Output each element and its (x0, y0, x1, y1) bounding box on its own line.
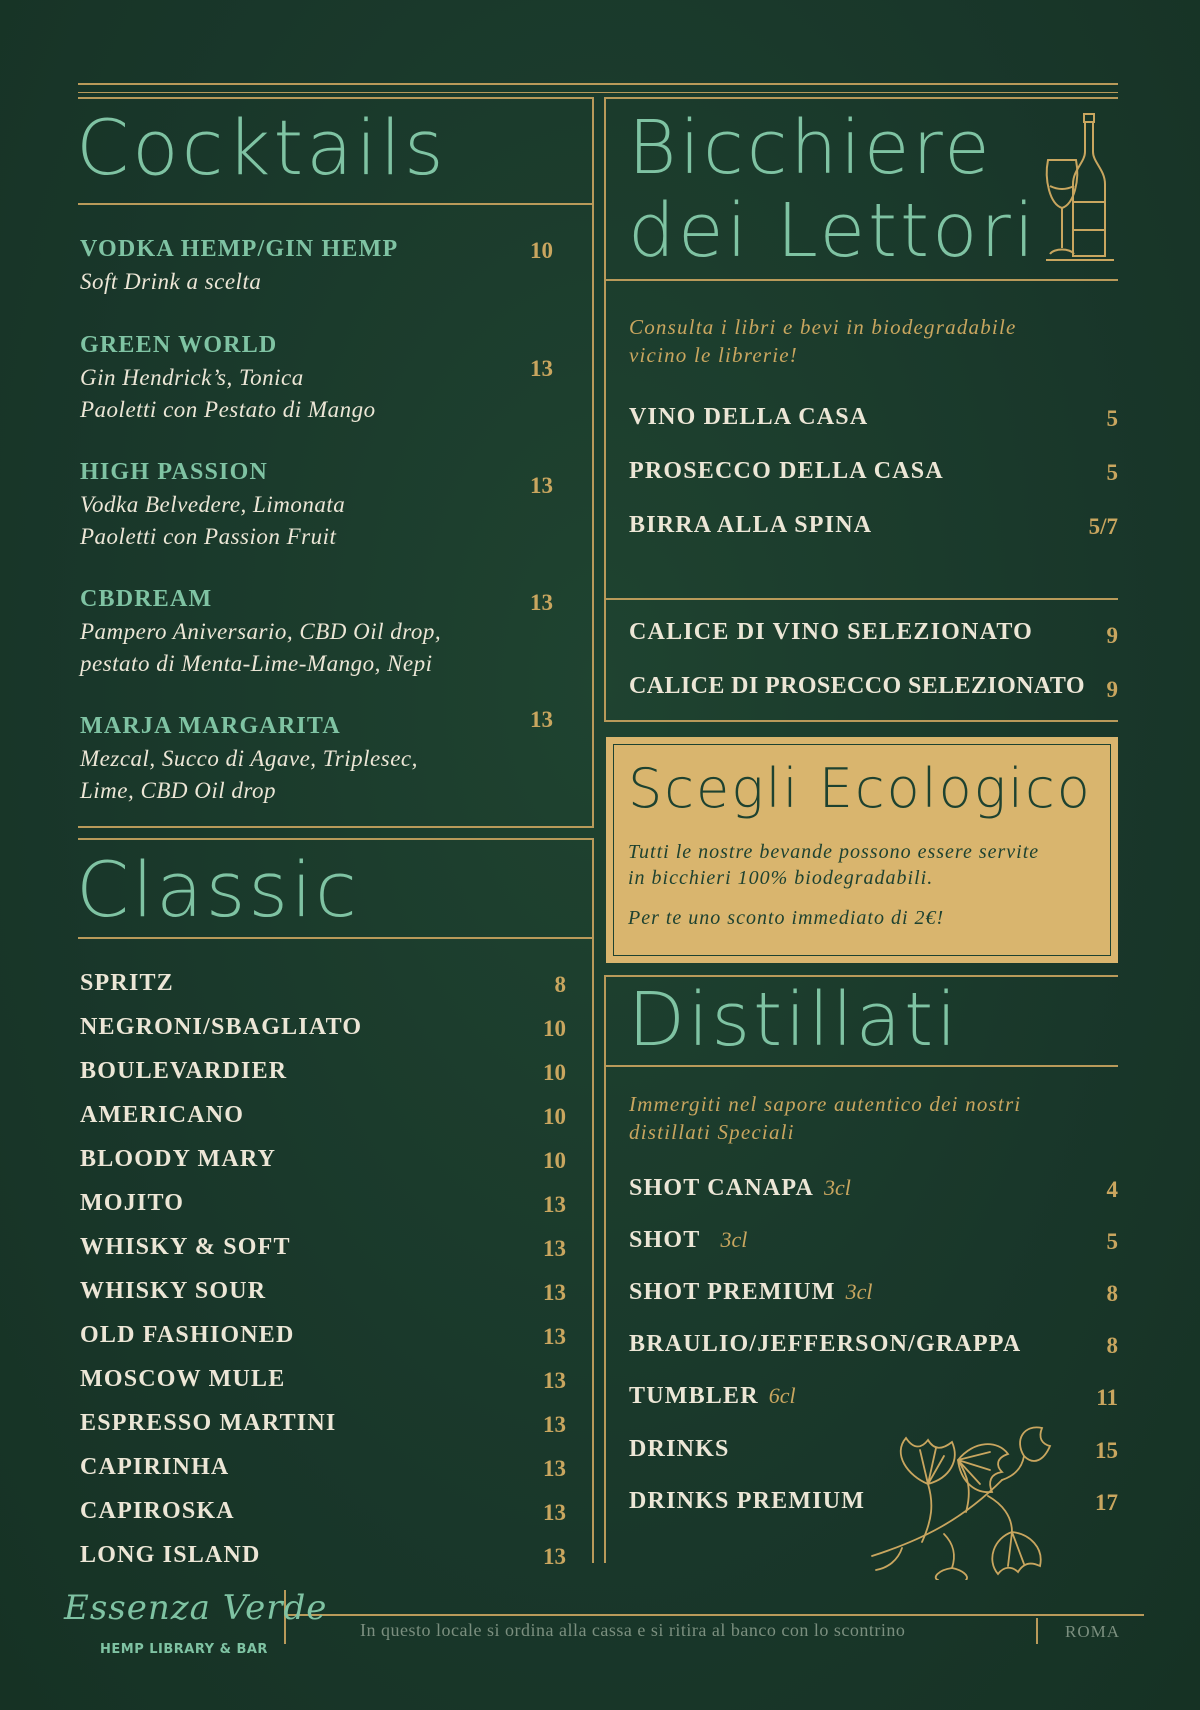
cocktail-desc: Lime, CBD Oil drop (80, 778, 276, 803)
classic-item-price: 13 (543, 1324, 566, 1349)
cocktail-desc: Paoletti con Passion Fruit (80, 524, 337, 549)
left-column-divider-lower (592, 838, 594, 1563)
logo-name: Essenza Verde (64, 1588, 328, 1628)
cocktail-price: 13 (530, 356, 553, 381)
classic-title-rule (78, 937, 592, 939)
footer-city-divider (1036, 1618, 1038, 1644)
top-rule-outer (78, 83, 1118, 85)
classic-item-name: WHISKY SOUR (80, 1278, 267, 1304)
bicchiere-item-price: 5 (1106, 406, 1118, 431)
cocktail-name: VODKA HEMP/GIN HEMP (80, 236, 399, 262)
bicchiere-item-name: PROSECCO DELLA CASA (629, 458, 944, 484)
cocktail-name: HIGH PASSION (80, 459, 268, 485)
bicchiere-note: Consulta i libri e bevi in biodegradabile (629, 315, 1017, 339)
bicchiere-mid-rule (604, 598, 1118, 600)
distillati-item-volume: 3cl (720, 1227, 748, 1252)
cocktail-price: 13 (530, 707, 553, 732)
classic-item-price: 13 (543, 1456, 566, 1481)
cocktails-bottom-rule (78, 826, 592, 828)
cocktail-desc: Gin Hendrick’s, Tonica (80, 365, 304, 390)
footer-city: ROMA (1065, 1622, 1121, 1641)
cocktail-name: CBDREAM (80, 586, 213, 612)
classic-item-price: 10 (543, 1060, 566, 1085)
cocktail-desc: Soft Drink a scelta (80, 269, 262, 294)
eco-text: in bicchieri 100% biodegradabili. (628, 867, 934, 889)
bicchiere-title-rule (604, 279, 1118, 281)
distillati-item-price: 11 (1096, 1385, 1118, 1410)
classic-item-price: 13 (543, 1236, 566, 1261)
eco-box (606, 737, 1118, 963)
distillati-item-label: BRAULIO/JEFFERSON/GRAPPA (629, 1331, 1022, 1357)
distillati-item-name (629, 1175, 851, 1202)
classic-item-name: CAPIRINHA (80, 1454, 230, 1480)
bicchiere-selected-name: CALICE DI PROSECCO SELEZIONATO (629, 673, 1085, 699)
cocktail-price: 10 (530, 238, 553, 263)
cocktail-desc: pestato di Menta-Lime-Mango, Nepi (80, 651, 433, 676)
distillati-item-volume: 3cl (824, 1175, 851, 1200)
cocktail-price: 13 (530, 590, 553, 615)
bicchiere-title-line1: Bicchiere (628, 105, 993, 191)
distillati-item-volume: 6cl (768, 1383, 796, 1408)
distillati-item-price: 5 (1106, 1229, 1118, 1254)
classic-item-name: CAPIROSKA (80, 1498, 235, 1524)
footer-rule (286, 1614, 1144, 1616)
bicchiere-top-rule (604, 97, 1118, 99)
bicchiere-selected-price: 9 (1106, 623, 1118, 648)
distillati-item-name (629, 1279, 873, 1306)
cocktail-name: MARJA MARGARITA (80, 713, 341, 739)
classic-item-price: 13 (543, 1412, 566, 1437)
right-column-divider (604, 97, 606, 721)
distillati-item-price: 8 (1106, 1333, 1118, 1358)
distillati-note: Immergiti nel sapore autentico dei nostri (629, 1092, 1022, 1116)
eco-discount: Per te uno sconto immediato di 2€! (628, 907, 945, 929)
distillati-item-price: 8 (1106, 1281, 1118, 1306)
distillati-item-label: DRINKS (629, 1436, 730, 1462)
classic-item-name: MOJITO (80, 1190, 185, 1216)
top-rule-inner (78, 92, 1118, 93)
cocktail-desc: Paoletti con Pestato di Mango (80, 397, 376, 422)
bicchiere-item-price: 5 (1106, 460, 1118, 485)
distillati-title-rule (604, 1065, 1118, 1067)
classic-item-price: 13 (543, 1280, 566, 1305)
cocktails-title: Cocktails (76, 103, 447, 192)
distillati-item-label: SHOT PREMIUM (629, 1279, 836, 1305)
classic-item-price: 10 (543, 1148, 566, 1173)
distillati-item-volume: 3cl (845, 1279, 873, 1304)
distillati-item-label: DRINKS PREMIUM (629, 1488, 866, 1514)
classic-item-price: 13 (543, 1368, 566, 1393)
classic-top-rule (78, 838, 592, 840)
bicchiere-item-price: 5/7 (1088, 514, 1118, 539)
distillati-item-label: SHOT CANAPA (629, 1175, 814, 1201)
bicchiere-selected-price: 9 (1106, 677, 1118, 702)
right-column-divider-lower (604, 975, 606, 1563)
distillati-item-name (629, 1436, 730, 1463)
classic-item-price: 13 (543, 1192, 566, 1217)
distillati-item-price: 15 (1095, 1438, 1118, 1463)
bicchiere-item-name: VINO DELLA CASA (629, 404, 869, 430)
logo-subtitle: HEMP LIBRARY & BAR (100, 1642, 268, 1657)
classic-item-price: 8 (554, 972, 566, 997)
wine-bottle-glass-icon (1042, 110, 1118, 266)
distillati-title: Distillati (628, 977, 960, 1063)
classic-item-name: ESPRESSO MARTINI (80, 1410, 337, 1436)
bicchiere-note: vicino le librerie! (629, 343, 798, 367)
bicchiere-item-name: BIRRA ALLA SPINA (629, 512, 873, 538)
distillati-item-label: SHOT (629, 1227, 701, 1253)
distillati-note: distillati Speciali (629, 1120, 795, 1144)
cocktail-desc: Mezcal, Succo di Agave, Triplesec, (80, 746, 418, 771)
eco-title: Scegli Ecologico (628, 757, 1092, 820)
cocktail-name: GREEN WORLD (80, 332, 278, 358)
classic-item-name: LONG ISLAND (80, 1542, 261, 1568)
cocktails-title-rule (78, 203, 592, 205)
distillati-item-name (629, 1488, 865, 1515)
ginkgo-leaves-icon (862, 1420, 1052, 1580)
cocktail-desc: Vodka Belvedere, Limonata (80, 492, 346, 517)
bicchiere-bottom-rule (604, 720, 1118, 722)
classic-item-price: 10 (543, 1016, 566, 1041)
bicchiere-title-line2: dei Lettori (628, 188, 1038, 274)
classic-item-price: 13 (543, 1500, 566, 1525)
classic-item-name: MOSCOW MULE (80, 1366, 286, 1392)
classic-item-name: BLOODY MARY (80, 1146, 277, 1172)
eco-text: Tutti le nostre bevande possono essere servite (628, 841, 1040, 863)
distillati-item-price: 4 (1106, 1177, 1118, 1202)
classic-item-name: NEGRONI/SBAGLIATO (80, 1014, 363, 1040)
distillati-item-name (629, 1227, 747, 1254)
distillati-item-price: 17 (1095, 1490, 1118, 1515)
classic-item-name: OLD FASHIONED (80, 1322, 295, 1348)
distillati-item-name (629, 1383, 796, 1410)
bicchiere-selected-name: CALICE DI VINO SELEZIONATO (629, 619, 1033, 645)
classic-item-name: WHISKY & SOFT (80, 1234, 291, 1260)
left-column-divider (592, 97, 594, 828)
cocktail-desc: Pampero Aniversario, CBD Oil drop, (80, 619, 442, 644)
cocktail-price: 13 (530, 473, 553, 498)
classic-title: Classic (76, 845, 360, 934)
distillati-item-name (629, 1331, 1021, 1358)
classic-item-name: SPRITZ (80, 970, 174, 996)
classic-item-price: 10 (543, 1104, 566, 1129)
classic-item-price: 13 (543, 1544, 566, 1569)
distillati-item-label: TUMBLER (629, 1383, 759, 1409)
cocktails-top-rule (78, 97, 592, 99)
classic-item-name: AMERICANO (80, 1102, 245, 1128)
footer-notice: In questo locale si ordina alla cassa e si ritira al banco con lo scontrino (360, 1620, 906, 1640)
classic-item-name: BOULEVARDIER (80, 1058, 288, 1084)
